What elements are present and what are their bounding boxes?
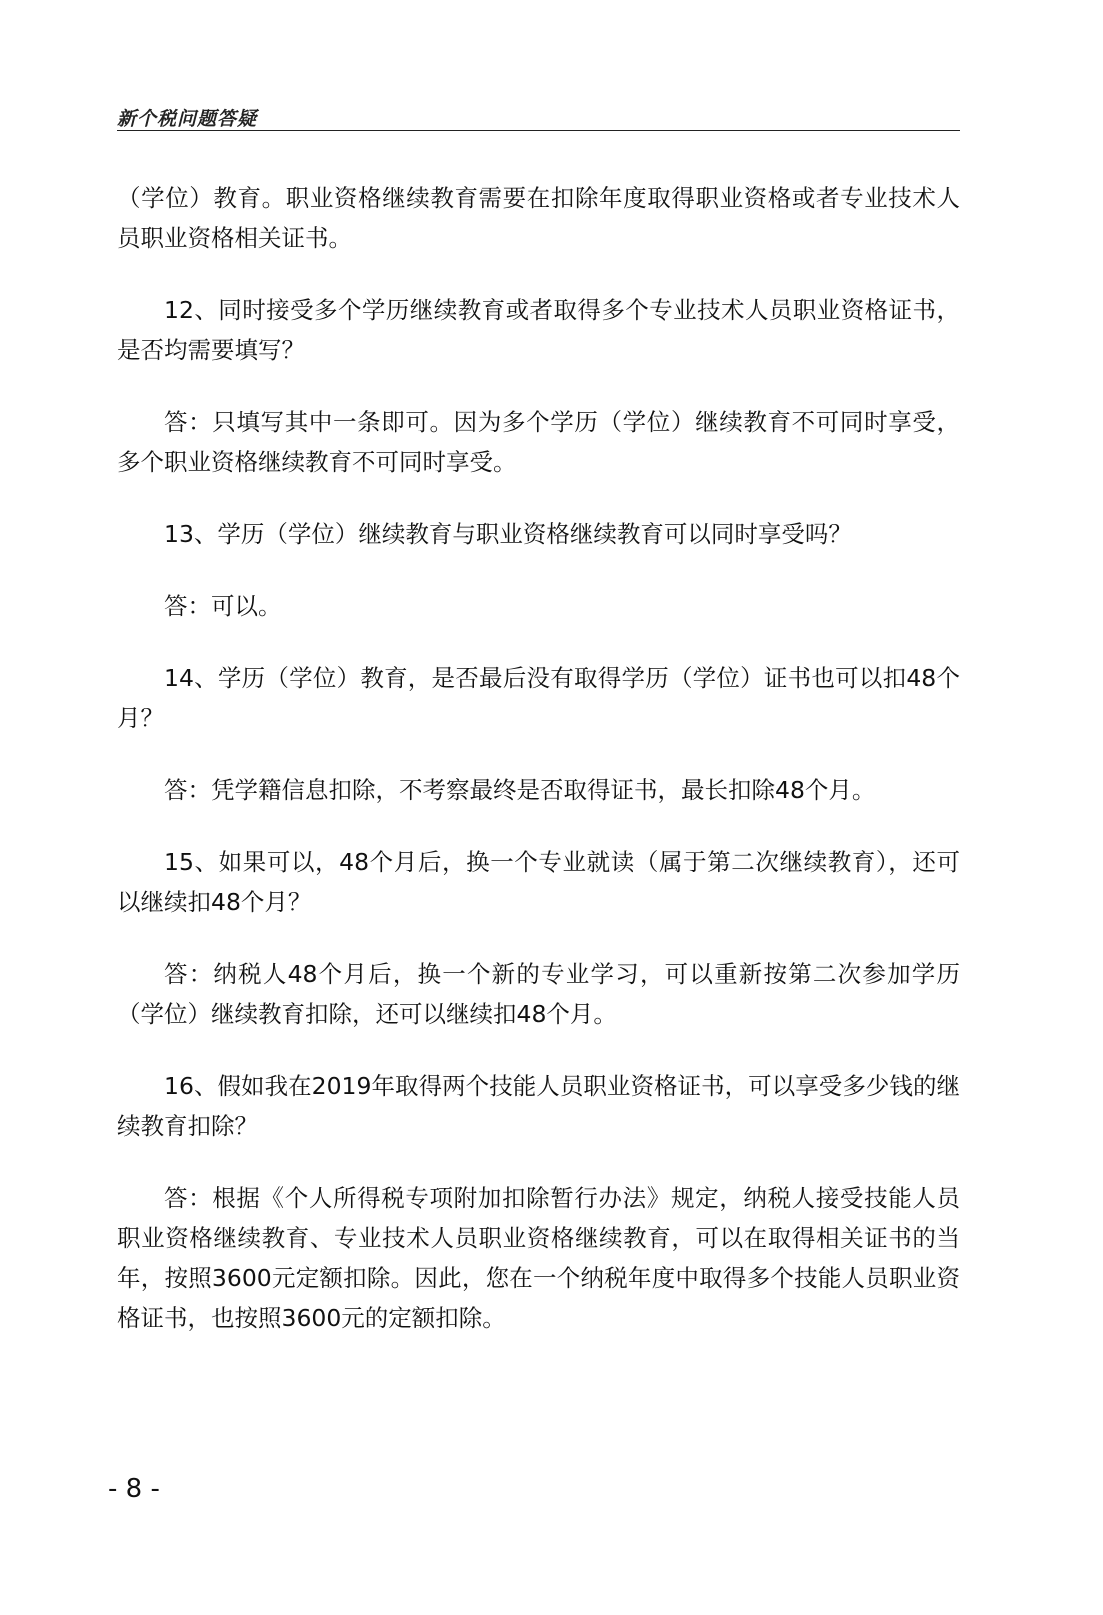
page-header <box>117 100 960 131</box>
paragraph-continuation: （学位）教育。职业资格继续教育需要在扣除年度取得职业资格或者专业技术人员职业资格相关证书。 <box>117 184 960 252</box>
document-body <box>117 178 960 1370</box>
question-15: 15、如果可以，48个月后，换一个专业就读（属于第二次继续教育），还可以继续扣48个月？ <box>117 848 960 916</box>
answer-12: 答：只填写其中一条即可。因为多个学历（学位）继续教育不可同时享受，多个职业资格继续教育不可同时享受。 <box>117 408 960 476</box>
question-16: 16、假如我在2019年取得两个技能人员职业资格证书，可以享受多少钱的继续教育扣除？ <box>117 1072 960 1140</box>
question-12: 12、同时接受多个学历继续教育或者取得多个专业技术人员职业资格证书，是否均需要填写？ <box>117 296 960 364</box>
question-13: 13、学历（学位）继续教育与职业资格继续教育可以同时享受吗？ <box>164 520 852 548</box>
answer-14: 答：凭学籍信息扣除，不考察最终是否取得证书，最长扣除48个月。 <box>164 776 876 804</box>
answer-16: 答：根据《个人所得税专项附加扣除暂行办法》规定，纳税人接受技能人员职业资格继续教育、专业技术人员职业资格继续教育，可以在取得相关证书的当年，按照3600元定额扣除。因此，您在一个纳税年度中取得多个技能人员职业资格证书，也按照3600元的定额扣除。 <box>117 1184 960 1332</box>
question-14: 14、学历（学位）教育，是否最后没有取得学历（学位）证书也可以扣48个月？ <box>117 664 960 732</box>
answer-15: 答：纳税人48个月后，换一个新的专业学习，可以重新按第二次参加学历（学位）继续教育扣除，还可以继续扣48个月。 <box>117 960 960 1028</box>
answer-13: 答：可以。 <box>164 592 282 620</box>
header-title: 新个税问题答疑 <box>117 108 258 130</box>
page-number: - 8 - <box>108 1474 160 1504</box>
